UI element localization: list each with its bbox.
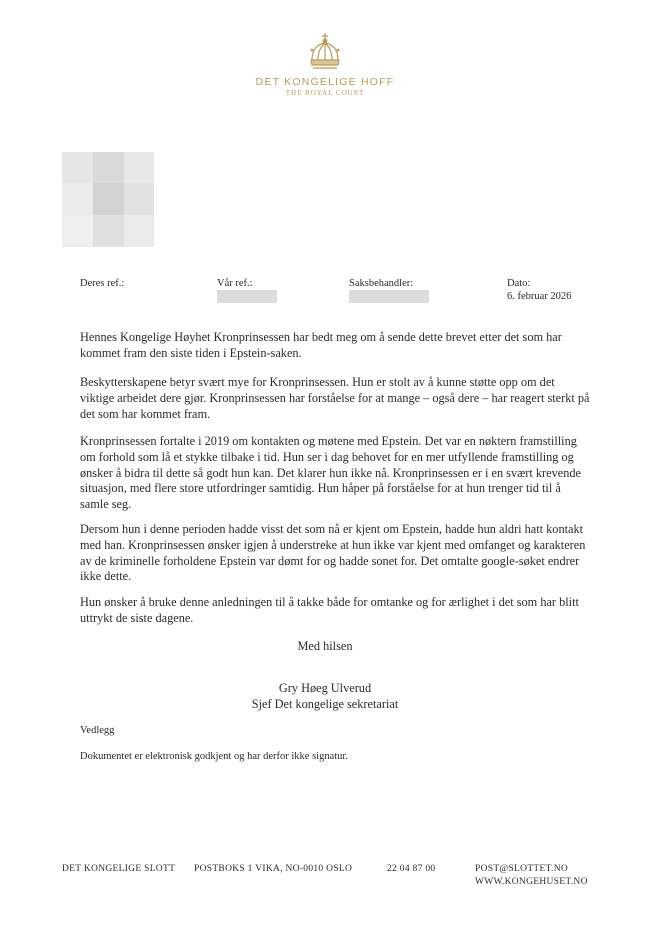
footer-address-name: DET KONGELIGE SLOTT <box>62 864 176 874</box>
var-ref-label: Vår ref.: <box>217 278 253 289</box>
paragraph-1: Hennes Kongelige Høyhet Kronprinsessen har bedt meg om å sende dette brevet etter det som har kommet fram den siste tiden i Epstein-saken. <box>80 330 562 360</box>
attachments-label: Vedlegg <box>80 725 115 736</box>
footer-address-box: POSTBOKS 1 VIKA, NO-0010 OSLO <box>194 864 353 874</box>
dato-label: Dato: <box>507 278 531 289</box>
redacted-recipient <box>62 152 154 247</box>
dato-value: 6. februar 2026 <box>507 291 572 302</box>
signature-note: Dokumentet er elektronisk godkjent og har derfor ikke signatur. <box>80 751 348 762</box>
footer-website[interactable]: WWW.KONGEHUSET.NO <box>475 877 588 887</box>
crown-icon <box>308 32 342 70</box>
closing-greeting: Med hilsen <box>297 639 353 653</box>
paragraph-2: Beskytterskapene betyr svært mye for Kronprinsessen. Hun er stolt av å kunne støtte opp om det viktige arbeidet dere gjør. Kronprinsessen har forståelse for at mange – også dere – har reagert sterkt på det som har kommet fram. <box>80 375 590 421</box>
paragraph-5: Hun ønsker å bruke denne anledningen til å takke både for omtanke og for ærlighet i det som har blitt uttrykt de siste dagene. <box>80 595 579 625</box>
redacted-var-ref <box>217 290 277 303</box>
org-subtitle: THE ROYAL COURT <box>285 89 365 97</box>
signer-title: Sjef Det kongelige sekretariat <box>251 697 399 711</box>
paragraph-3: Kronprinsessen fortalte i 2019 om kontakten og møtene med Epstein. Det var en nøktern framstilling om forhold som lå et stykke tilbake i tid. Hun ser i dag behovet for en mer utfyllende framstilling og ønsker å bidra til dette så godt hun kan. Det klarer hun ikke nå. Kronprinsessen er i en svært krevende situasjon, med flere store utfordringer samtidig. Hun håper på forståelse for at hun trenger tid til å samle seg. <box>80 434 581 512</box>
footer-email[interactable]: POST@SLOTTET.NO <box>475 864 569 874</box>
paragraph-4: Dersom hun i denne perioden hadde visst det som nå er kjent om Epstein, hadde hun aldri hatt kontakt med han. Kronprinsessen ønsker igjen å understreke at hun ikke var kjent med omfanget og karakteren av de kriminelle forholdene Epstein var dømt for og hadde sonet for. Det omtalte google-søket endrer ikke dette. <box>80 522 586 584</box>
signer-name: Gry Høeg Ulverud <box>278 681 372 695</box>
org-name: DET KONGELIGE HOFF <box>255 76 395 88</box>
saksbehandler-label: Saksbehandler: <box>349 278 414 289</box>
footer-phone: 22 04 87 00 <box>387 864 436 874</box>
redacted-saksbehandler <box>349 290 429 303</box>
deres-ref-label: Deres ref.: <box>80 278 125 289</box>
